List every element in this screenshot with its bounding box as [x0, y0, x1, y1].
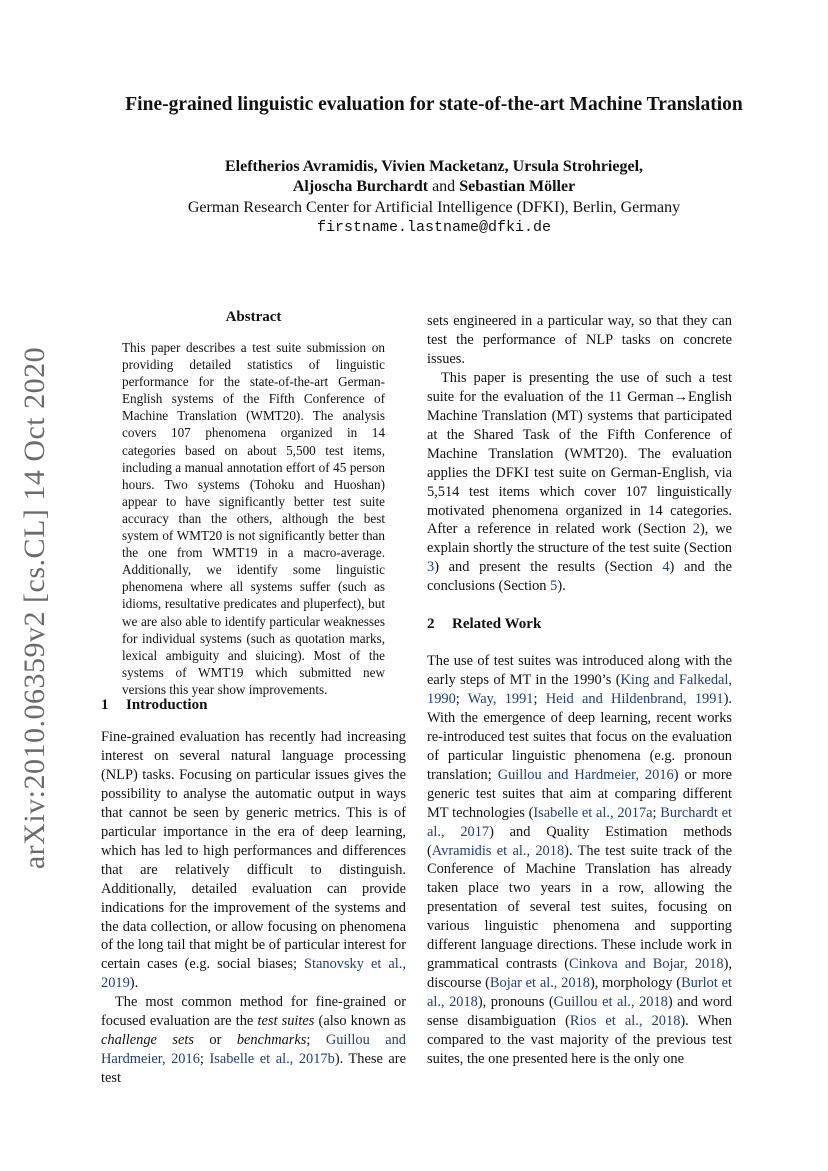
section-title: Related Work: [452, 616, 542, 632]
section-title: Introduction: [126, 697, 208, 713]
rw-t10: ). When compared to the vast majority of the previous test suites, the one presented here is the only one: [427, 1013, 732, 1068]
intro-p2-t6: ). These are test: [101, 1051, 406, 1087]
citation-link[interactable]: Avramidis et al., 2018: [431, 842, 565, 859]
section-ref-link[interactable]: 3: [427, 559, 435, 576]
authors-line-1: Eleftherios Avramidis, Vivien Macketanz, Ursula Strohriegel,: [224, 158, 644, 175]
author-list: [60, 157, 808, 197]
citation-link[interactable]: Guillou et al., 2018: [553, 994, 668, 1011]
rc-p1-t3: ) and present the results (Section: [434, 559, 663, 576]
intro-p2-t3: or: [193, 1032, 237, 1049]
rw-t4: ) and Quality Estimation methods (: [427, 823, 732, 859]
affiliation: German Research Center for Artificial Intelligence (DFKI), Berlin, Germany: [187, 199, 681, 216]
rw-t6: ), discourse (: [427, 956, 732, 992]
right-paragraph-1: [427, 369, 732, 596]
rw-t9: ) and word sense disambiguation (: [427, 994, 733, 1030]
introduction-body: [101, 728, 406, 1088]
rc-p1-t4: ) and the conclusions (Section: [427, 559, 732, 595]
author-moller: Sebastian Möller: [459, 178, 576, 195]
citation-link[interactable]: Burlot et al., 2018: [427, 975, 732, 1011]
citation-link[interactable]: Bojar et al., 2018: [489, 975, 590, 992]
term-challenge-sets: challenge sets: [101, 1032, 194, 1049]
related-work-body: [427, 652, 732, 1069]
citation-link[interactable]: Cinkova and Bojar, 2018: [569, 956, 724, 973]
rw-t2: ). With the emergence of deep learning, recent works re-introduced test suites that focus on the evaluation of particular linguistic phenomena (e.g. pronoun translation;: [427, 690, 732, 783]
section-heading-related-work: [427, 616, 541, 633]
rw-t1: The use of test suites was introduced along with the early steps of MT in the 1990’s (: [427, 653, 732, 688]
intro-p2-t2: (also known as: [314, 1013, 406, 1030]
citation-link[interactable]: Guillou and Hardmeier, 2016: [497, 766, 674, 783]
citation-link[interactable]: Isabelle et al., 2017b: [209, 1051, 335, 1068]
intro-paragraph-1: [101, 728, 406, 993]
rc-p1-t1: This paper is presenting the use of such a test suite for the evaluation of the 11 German→English Machine Translation (MT) systems that participated at the Shared Task of the Fifth Conference of Machine Translation (WMT20). The evaluation applies the DFKI test suite on German-English, via 5,514 test items which cover 107 linguistically motivated phenomena organized in 14 categories. After a reference in related work (Section: [427, 369, 732, 538]
section-ref-link[interactable]: 5: [550, 578, 558, 595]
rw-t7: ), morphology (: [589, 975, 682, 992]
citation-link[interactable]: Rios et al., 2018: [569, 1013, 681, 1030]
rw-s3: ;: [652, 804, 661, 821]
rw-s2: ;: [533, 690, 546, 707]
term-benchmarks: benchmarks: [236, 1032, 307, 1049]
paper-title: Fine-grained linguistic evaluation for state-of-the-art Machine Translation: [125, 94, 743, 115]
author-burchardt: Aljoscha Burchardt: [292, 178, 429, 195]
citation-link[interactable]: Heid and Hildenbrand, 1991: [545, 690, 724, 707]
intro-p2-t5: ;: [199, 1051, 210, 1068]
citation-link[interactable]: Guillou and Hardmeier, 2016: [101, 1032, 406, 1068]
rw-t5: ). The test suite track of the Conference of Machine Translation has already taken place two years in a row, allowing the presentation of several test suites, focusing on various linguistic phenomena and supporting different language directions. These include work in grammatical contrasts (: [427, 842, 732, 973]
rc-p1-t5: ).: [557, 578, 566, 595]
abstract-text: This paper describes a test suite submission on providing detailed statistics of linguistic performance for the state-of-the-art German-English systems of the Fifth Conference of Machine Translation (WMT20). The analysis covers 107 phenomena organized in 14 categories based on about 5,500 test items, including a manual annotation effort of 45 person hours. Two systems (Tohoku and Huoshan) appear to have significantly better test suite accuracy than the others, although the best system of WMT20 is not significantly better than the one from WMT19 in a macro-average. Additionally, we identify some linguistic phenomena where all systems suffer (such as idioms, resultative predicates and pluperfect), but we are also able to identify particular weaknesses for individual systems (such as quotation marks, lexical ambiguity and sluicing). Most of the systems of WMT19 which submitted new versions this year show improvements.: [122, 340, 385, 697]
rw-t8: ), pronouns (: [477, 994, 554, 1011]
authors-and: and: [428, 178, 460, 195]
intro-p2-t1: The most common method for fine-grained or focused evaluation are the: [101, 994, 406, 1030]
right-paragraph-0: sets engineered in a particular way, so that they can test the performance of NLP tasks on concrete issues.: [427, 313, 732, 367]
arxiv-identifier-text: arXiv:2010.06359v2 [cs.CL] 14 Oct 2020: [18, 346, 51, 870]
section-heading-introduction: [101, 697, 207, 714]
rw-s1: ;: [455, 690, 468, 707]
rw-t3: ) or more generic test suites that aim at comparing different MT technologies (: [427, 766, 733, 821]
abstract-heading: Abstract: [225, 309, 282, 325]
author-email: firstname.lastname@dfki.de: [316, 219, 552, 236]
related-work-paragraph: [427, 652, 732, 1069]
section-ref-link[interactable]: 4: [662, 559, 670, 576]
intro-p2-t4: ;: [306, 1032, 326, 1049]
citation-link[interactable]: Burchardt et al., 2017: [427, 804, 732, 840]
citation-link[interactable]: Isabelle et al., 2017a: [533, 804, 653, 821]
intro-p1-end: ).: [129, 975, 139, 992]
right-column-top: [427, 312, 732, 596]
term-test-suites: test suites: [257, 1013, 315, 1030]
section-ref-link[interactable]: 2: [692, 521, 700, 538]
intro-p1-text: Fine-grained evaluation has recently had increasing interest on several natural language processing (NLP) tasks. Focusing on particular issues gives the possibility to analyse the automatic output in ways that cannot be seen by generic metrics. This is of particular importance in the era of deep learning, which has led to high performances and differences that are relatively difficult to distinguish. Additionally, detailed evaluation can provide indications for the improvement of the systems and the data collection, or allow focusing on phenomena of the long tail that might be of particular interest for certain cases (e.g. social biases;: [101, 729, 406, 973]
rc-p1-t2: ), we explain shortly the structure of the test suite (Section: [427, 521, 732, 557]
citation-link[interactable]: King and Falkedal, 1990: [427, 671, 732, 707]
arxiv-side-identifier: [14, 346, 56, 870]
intro-paragraph-2: [101, 993, 406, 1088]
citation-link[interactable]: Way, 1991: [467, 690, 534, 707]
citation-link[interactable]: Stanovsky et al., 2019: [101, 956, 406, 992]
section-number: 2: [427, 616, 435, 632]
section-number: 1: [101, 697, 109, 713]
